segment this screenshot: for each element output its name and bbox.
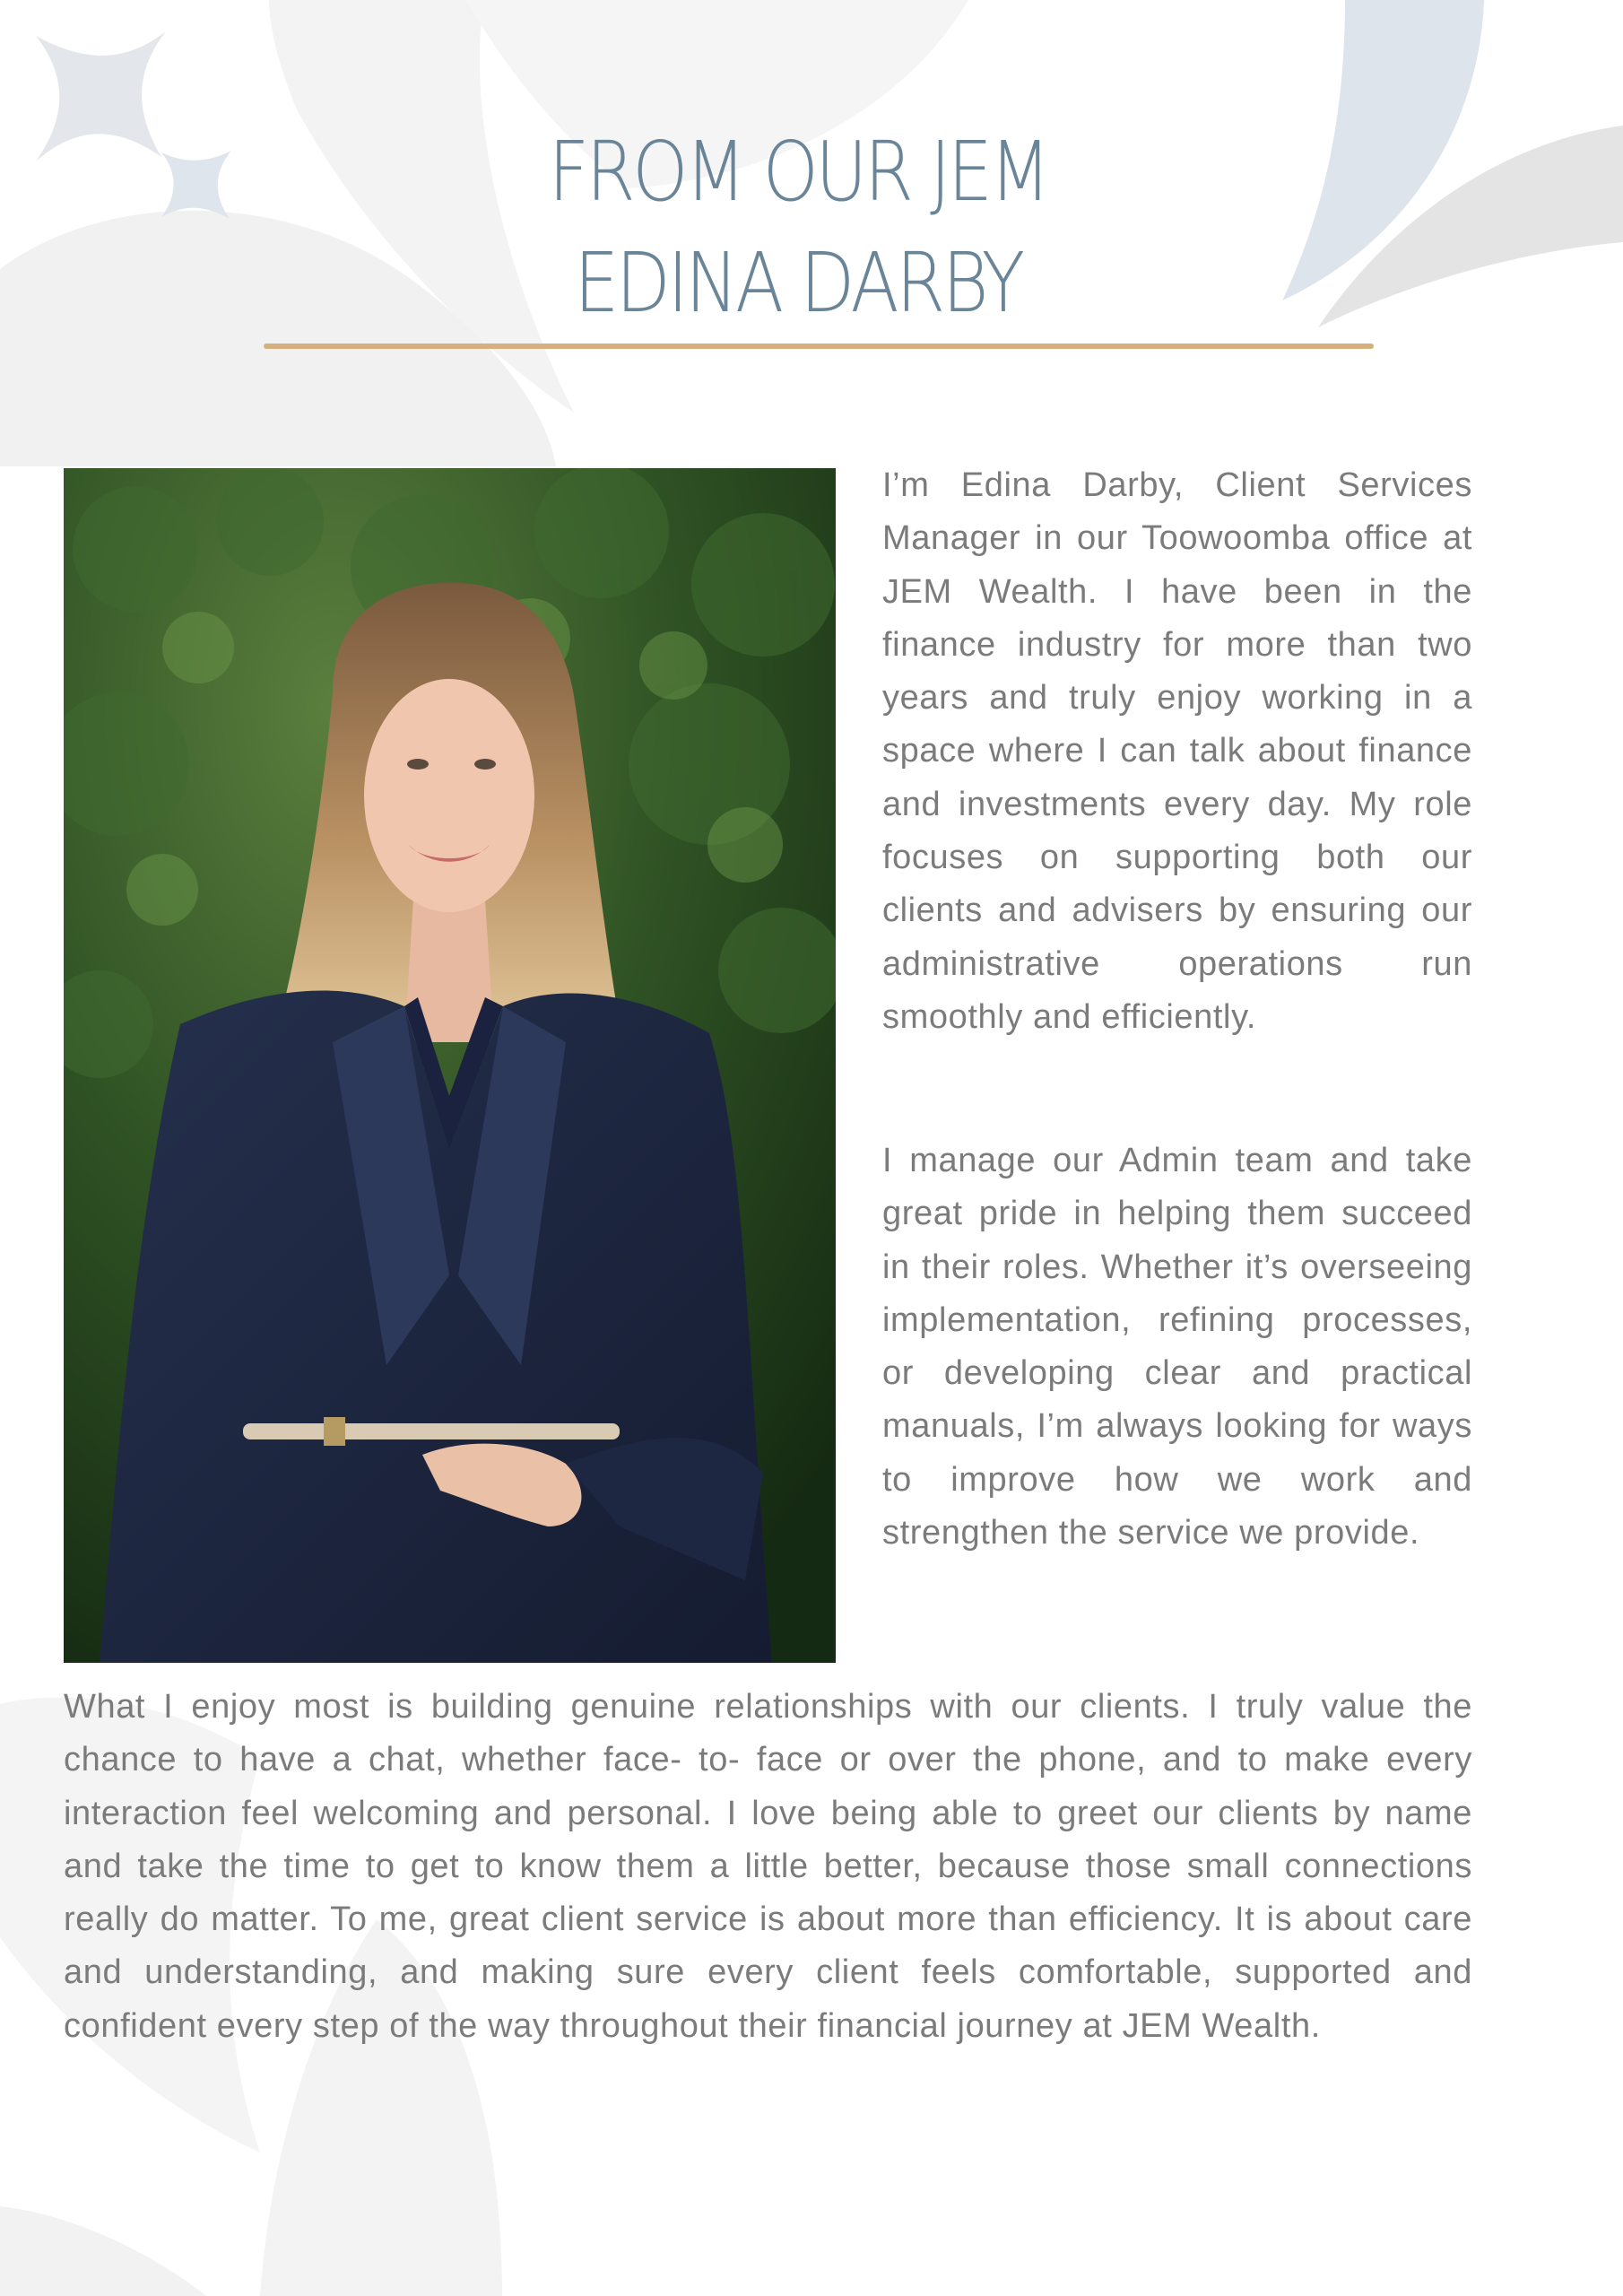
portrait-photo xyxy=(64,468,836,1663)
intro-paragraph xyxy=(882,459,1472,1044)
title-divider xyxy=(264,344,1374,349)
sparkle-small-icon xyxy=(161,151,231,219)
title-line-2: EDINA DARBY xyxy=(574,235,1022,331)
paragraph-1: I’m Edina Darby, Client Services Manager in our Toowoomba office at JEM Wealth. I have been in the finance industry for more than two years and truly enjoy working in a space where I can talk about finance and investments every day. My role focuses on supporting both our clients and advisers by ensuring our administrative operations run smoothly and efficiently. xyxy=(882,466,1472,1036)
paragraph-3: What I enjoy most is building genuine relationships with our clients. I truly value the chance to have a chat, whether face- to- face or over the phone, and to make every interaction feel welcoming and personal. I love being able to greet our clients by name and take the time to get to know them a little better, because those small connections really do matter. To me, great client service is about more than efficiency. It is about care and understanding, and making sure every client feels comfortable, supported and confident every step of the way throughout their financial journey at JEM Wealth. xyxy=(64,1688,1472,2045)
team-paragraph xyxy=(882,1135,1472,1560)
page-title xyxy=(343,117,1254,339)
paragraph-2: I manage our Admin team and take great pride in helping them succeed in their roles. Whether it’s overseeing implementation, refining processes, or developing clear and practical manuals, I’m always looking for ways to improve how we work and strengthen the service we provide. xyxy=(882,1142,1472,1552)
sparkle-large-icon xyxy=(36,31,166,161)
title-line-1: FROM OUR JEM xyxy=(548,124,1048,220)
relationships-paragraph xyxy=(64,1681,1472,2053)
